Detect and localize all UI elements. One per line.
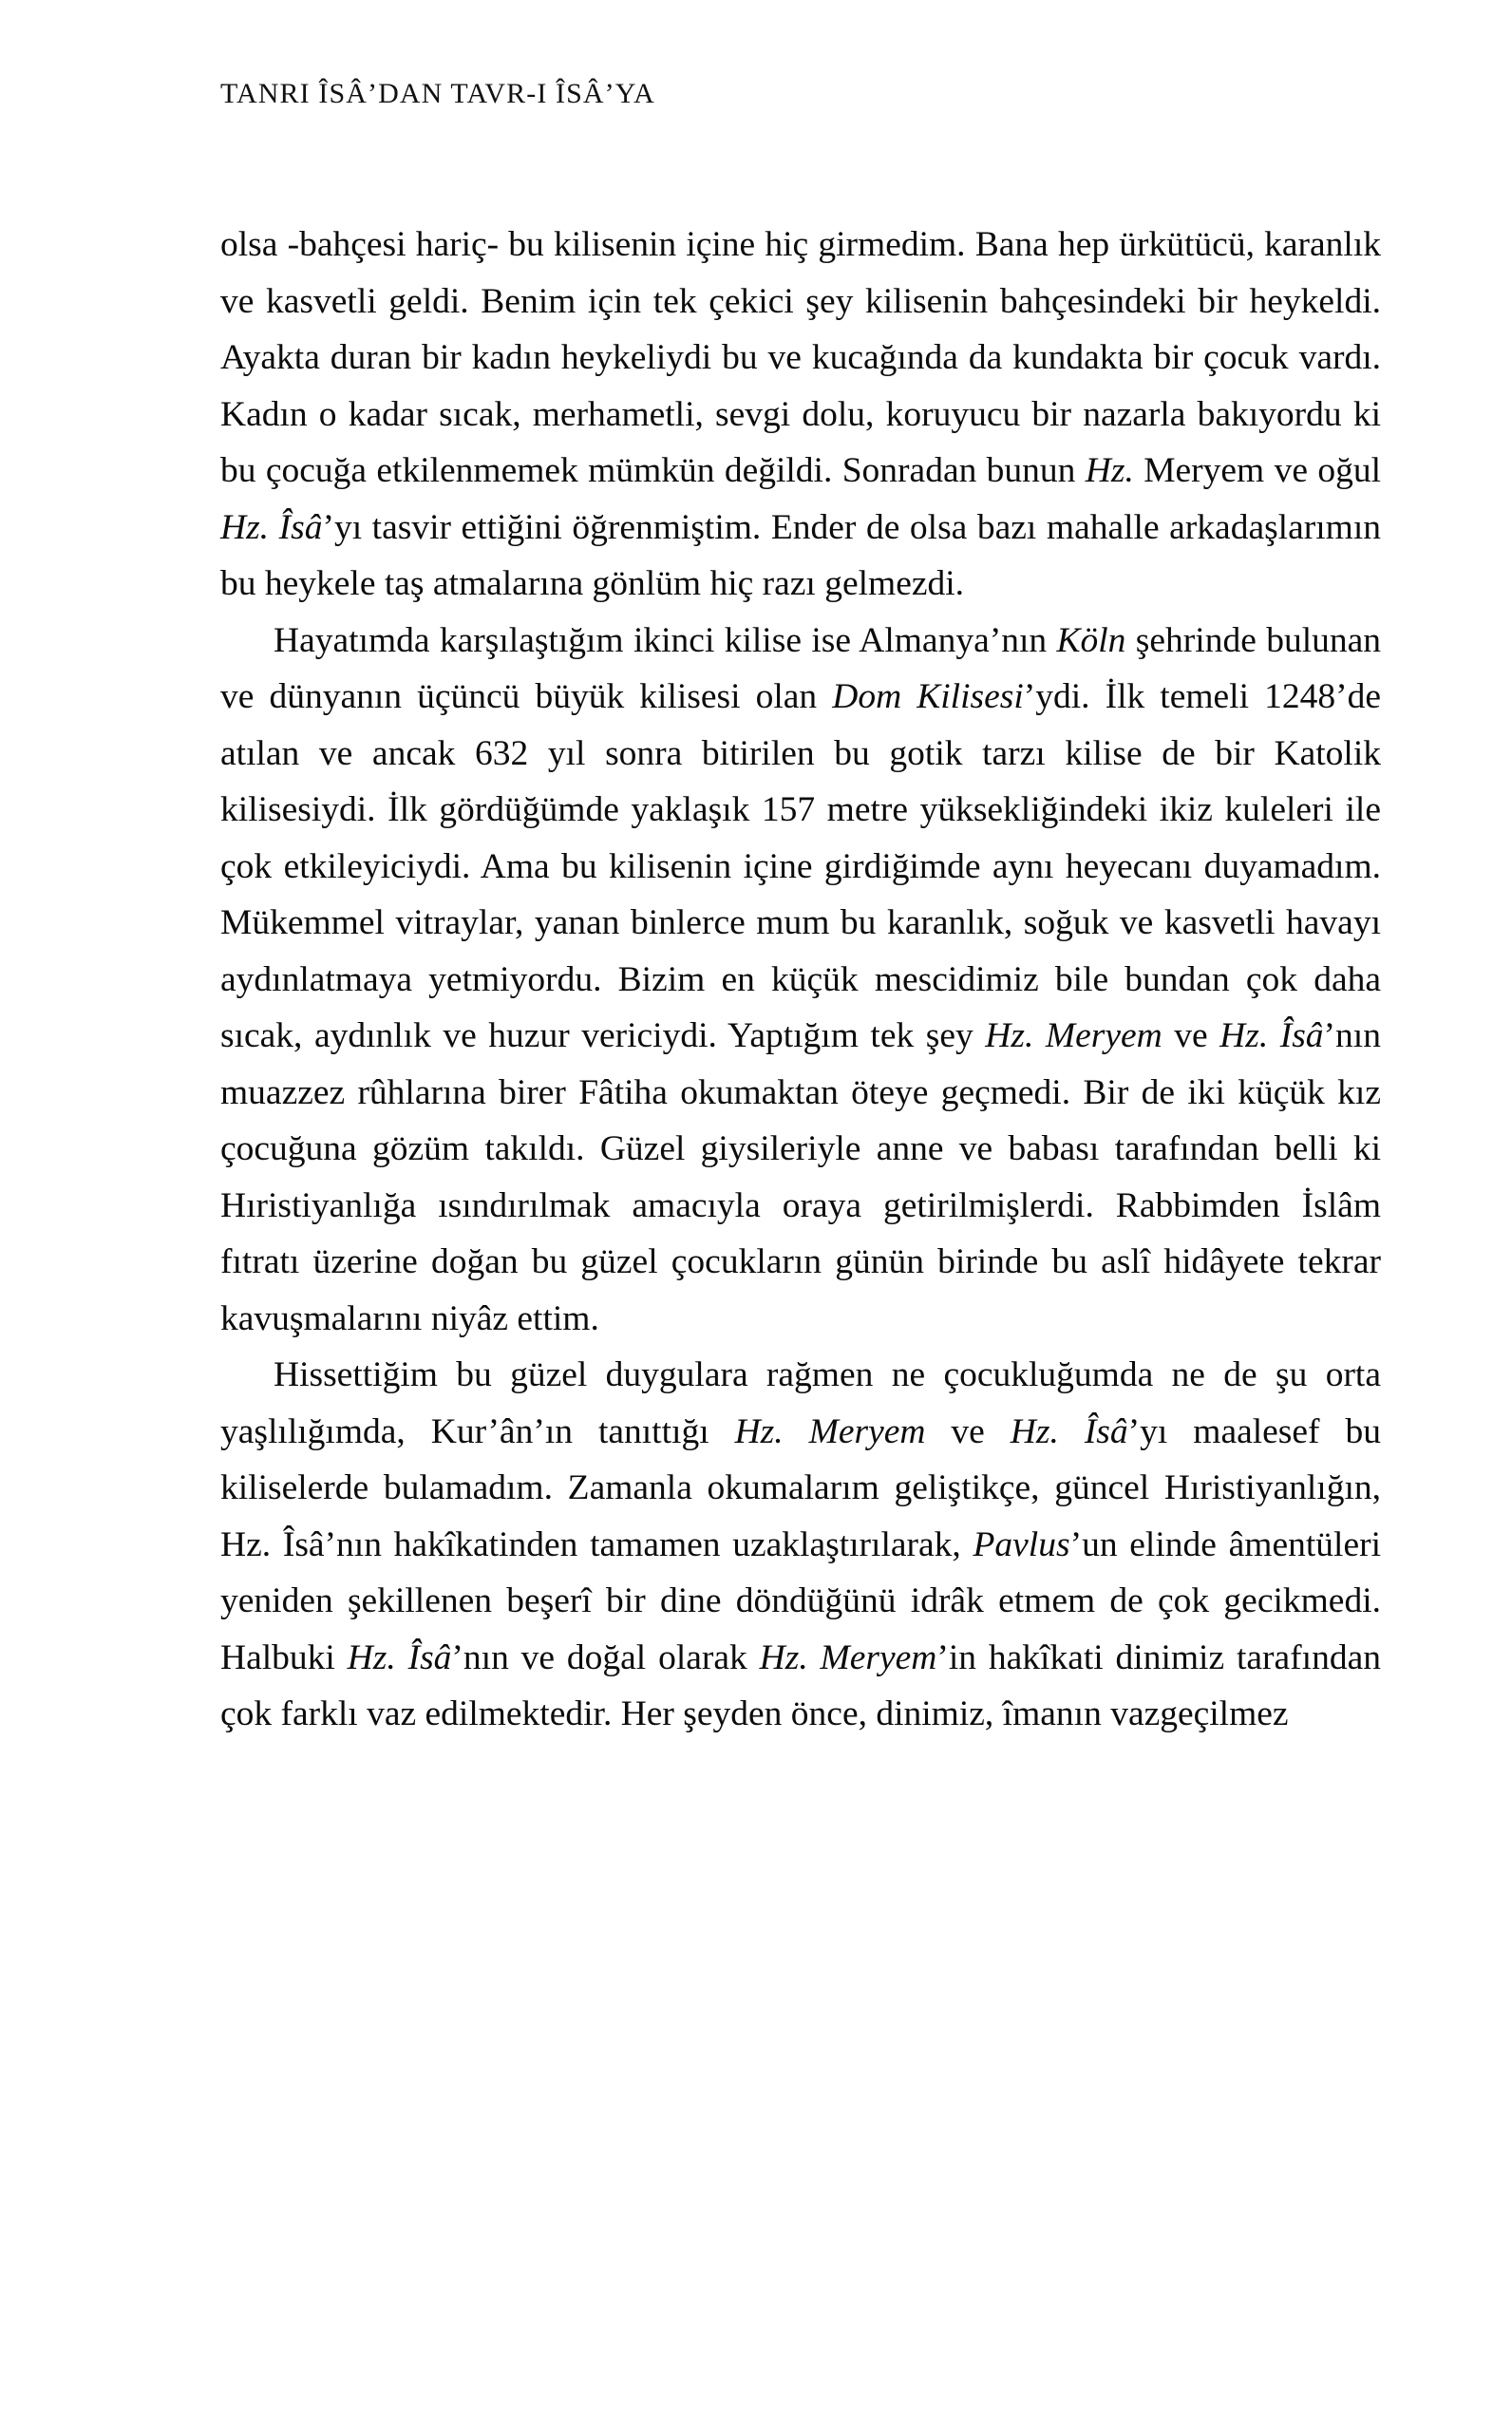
emphasis-run: Hz. Îsâ (220, 507, 323, 547)
paragraph-3 (220, 1347, 1381, 1743)
emphasis-run: Hz. Îsâ (1010, 1411, 1128, 1451)
text-run: şehrinde bulunan ve dünyanın üçüncü büyük kilisesi olan (220, 620, 1382, 716)
emphasis-run: Köln (1056, 620, 1126, 660)
text-run: ’yı maalesef bu kiliselerde bulamadım. Zamanla okumalarım geliştikçe, güncel Hıristiyanlığın, Hz. Îsâ’nın hakîkatinden tamamen uzaklaştırılarak, (220, 1411, 1381, 1564)
text-run: ve (925, 1411, 1011, 1451)
text-run: ’nın ve doğal olarak (451, 1637, 760, 1677)
text-run: Hissettiğim bu güzel duygulara rağmen ne çocukluğumda ne de şu orta yaşlılığımda, Kur’ân’ın tanıttığı (220, 1355, 1381, 1451)
paragraph-2 (220, 613, 1381, 1348)
paragraph-1 (220, 217, 1381, 613)
body-text-block (220, 217, 1381, 1743)
running-head (220, 78, 655, 110)
text-run: ve (1162, 1016, 1220, 1055)
text-run: ’ydi. İlk temeli 1248’de atılan ve ancak 632 yıl sonra bitirilen bu gotik tarzı kilise de bir Katolik kilisesiydi. İlk gördüğümde yaklaşık 157 metre yüksekliğindeki ikiz kuleleri ile çok etkileyiciydi. Ama bu kilisenin içine girdiğimde aynı heyecanı duyamadım. Mükemmel vitraylar, yanan binlerce mum bu karanlık, soğuk ve kasvetli havayı aydınlatmaya yetmiyordu. Bizim en küçük mescidimiz bile bundan çok daha sıcak, aydınlık ve huzur vericiydi. Yaptığım tek şey (220, 677, 1381, 1055)
emphasis-run: Hz. Meryem (985, 1016, 1162, 1055)
emphasis-run: Hz. Îsâ (1219, 1016, 1324, 1055)
emphasis-run: Hz. (1085, 451, 1134, 490)
text-run: ’in hakîkati dinimiz tarafından çok farklı vaz edilmektedir. Her şeyden önce, dinimiz, îmanın vazgeçilmez (220, 1637, 1381, 1733)
running-head-text: TANRI ÎSÂ’DAN TAVR-I ÎSÂ’YA (220, 78, 655, 109)
emphasis-run: Hz. Meryem (734, 1411, 926, 1451)
emphasis-run: Hz. Meryem (759, 1637, 937, 1677)
emphasis-run: Pavlus (973, 1524, 1070, 1564)
text-run: ’yı tasvir ettiğini öğrenmiştim. Ender de olsa bazı mahalle arkadaşlarımın bu heykele taş atmalarına gönlüm hiç razı gelmezdi. (220, 507, 1381, 603)
text-run: Meryem ve oğul (1133, 451, 1381, 490)
emphasis-run: Dom Kilisesi (832, 677, 1024, 716)
text-run: ’nın muazzez rûhlarına birer Fâtiha okumaktan öteye geçmedi. Bir de iki küçük kız çocuğuna gözüm takıldı. Güzel giysileriyle anne ve babası tarafından belli ki Hıristiyanlığa ısındırılmak amacıyla oraya getirilmişlerdi. Rabbimden İslâm fıtratı üzerine doğan bu güzel çocukların günün birinde bu aslî hidâyete tekrar kavuşmalarını niyâz ettim. (220, 1016, 1381, 1338)
text-run: olsa -bahçesi hariç- bu kilisenin içine hiç girmedim. Bana hep ürkütücü, karanlık ve kasvetli geldi. Benim için tek çekici şey kilisenin bahçesindeki bir heykeldi. Ayakta duran bir kadın heykeliydi bu ve kucağında da kundakta bir çocuk vardı. Kadın o kadar sıcak, merhametli, sevgi dolu, koruyucu bir nazarla bakıyordu ki bu çocuğa etkilenmemek mümkün değildi. Sonradan bunun (220, 225, 1381, 490)
emphasis-run: Hz. Îsâ (347, 1637, 452, 1677)
text-run: Hayatımda karşılaştığım ikinci kilise ise Almanya’nın (274, 620, 1057, 660)
text-run: ’un elinde âmentüleri yeniden şekillenen beşerî bir dine döndüğünü idrâk etmem de çok gecikmedi. Halbuki (220, 1524, 1381, 1677)
